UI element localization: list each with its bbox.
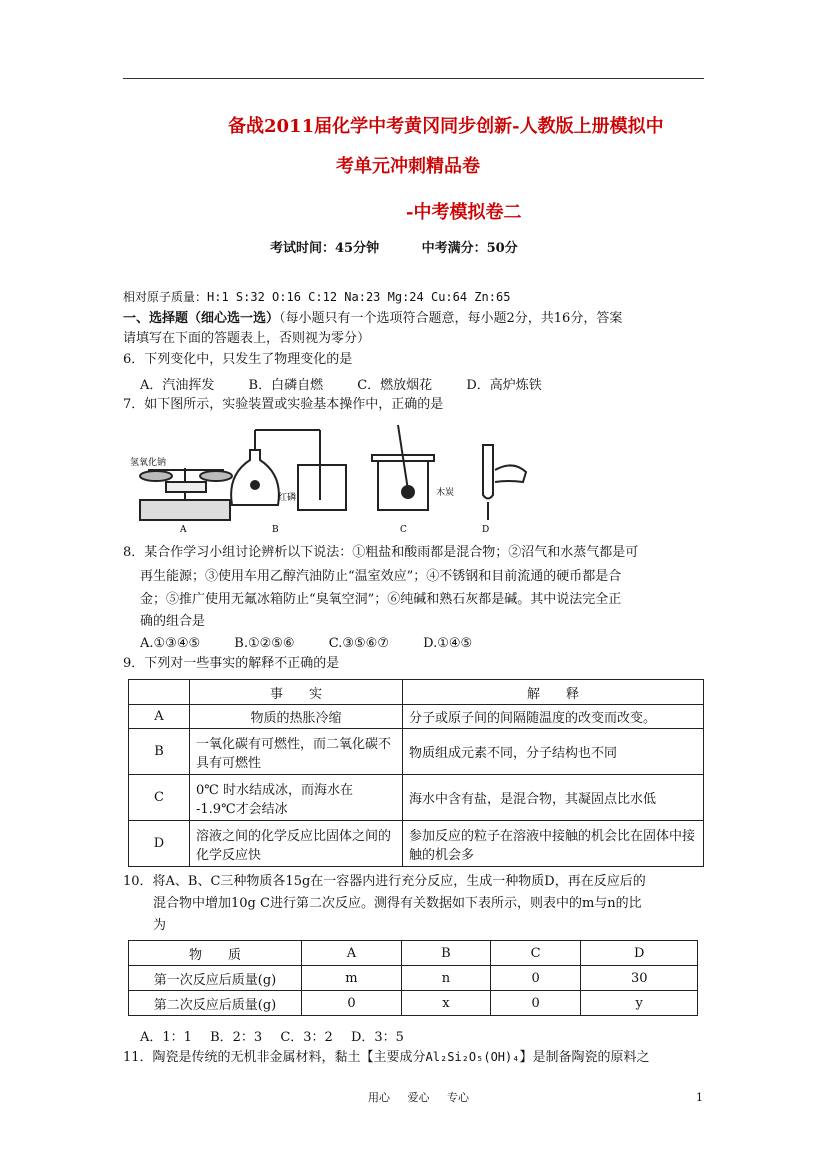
q7-stem: 7．如下图所示，实验装置或实验基本操作中，正确的是 bbox=[123, 397, 444, 412]
q11-text-before: 11．陶瓷是传统的无机非金属材料，黏土【主要成分 bbox=[123, 1050, 426, 1065]
q9-table bbox=[128, 679, 704, 867]
table-cell: 分子或原子间的间隔随温度的改变而改变。 bbox=[403, 705, 704, 729]
q10-option-b: B．2：3 bbox=[210, 1030, 263, 1045]
table-cell: B bbox=[129, 729, 190, 775]
table-cell: C bbox=[129, 775, 190, 821]
q10-line-2: 混合物中增加10g C进行第二次反应。测得有关数据如下表所示，则表中的m与n的比 bbox=[153, 896, 642, 911]
table-row bbox=[129, 705, 704, 729]
q8-option-b: B.①②⑤⑥ bbox=[234, 636, 295, 651]
table-header-cell: 事 实 bbox=[190, 680, 403, 705]
section1-instructions: （每小题只有一个选项符合题意，每小题2分，共16分，答案 bbox=[279, 311, 623, 326]
table-cell: 参加反应的粒子在溶液中接触的机会比在固体中接触的机会多 bbox=[403, 821, 704, 867]
table-header-cell: 物 质 bbox=[129, 941, 302, 966]
label-a: A bbox=[180, 525, 187, 535]
table-cell: 第二次反应后质量(g) bbox=[129, 991, 302, 1016]
q8-option-d: D.①④⑤ bbox=[423, 636, 473, 651]
table-header-cell bbox=[129, 680, 190, 705]
atomic-mass: 相对原子质量：H:1 S:32 O:16 C:12 Na:23 Mg:24 Cu:64 Zn:65 bbox=[123, 290, 511, 304]
table-header-cell: A bbox=[302, 941, 402, 966]
section1-heading bbox=[123, 309, 622, 329]
title-line-1: 备战2011届化学中考黄冈同步创新-人教版上册模拟中 bbox=[228, 116, 664, 137]
q6-option-a: A．汽油挥发 bbox=[140, 378, 215, 393]
q10-option-d: D．3：5 bbox=[350, 1030, 404, 1045]
q6-option-d: D．高炉炼铁 bbox=[466, 378, 542, 393]
table-header-cell: D bbox=[581, 941, 698, 966]
table-cell: 0℃ 时水结成冰，而海水在 -1.9℃才会结冰 bbox=[190, 775, 403, 821]
label-b: B bbox=[272, 525, 279, 535]
q6-stem: 6．下列变化中，只发生了物理变化的是 bbox=[123, 352, 353, 367]
q8-line-1: 8．某合作学习小组讨论辨析以下说法：①粗盐和酸雨都是混合物；②沼气和水蒸气都是可 bbox=[123, 545, 639, 560]
table-cell: m bbox=[302, 966, 402, 991]
header-rule bbox=[123, 78, 704, 79]
table-header-cell: 解 释 bbox=[403, 680, 704, 705]
table-cell: 30 bbox=[581, 966, 698, 991]
label-d: D bbox=[482, 525, 490, 535]
balance-apparatus bbox=[140, 468, 232, 520]
q8-line-2: 再生能源；③使用车用乙醇汽油防止“温室效应”；④不锈钢和目前流通的硬币都是合 bbox=[140, 569, 622, 584]
table-header-cell: C bbox=[490, 941, 581, 966]
q8-options bbox=[140, 636, 502, 651]
page-number: 1 bbox=[696, 1091, 703, 1104]
label-charcoal: 木炭 bbox=[436, 488, 455, 498]
q11-formula: Al₂Si₂O₅(OH)₄ bbox=[425, 1050, 520, 1064]
q8-line-4: 确的组合是 bbox=[140, 614, 206, 629]
table-cell: 0 bbox=[302, 991, 402, 1016]
footer-item: 专心 bbox=[447, 1091, 469, 1104]
table-header-row bbox=[129, 680, 704, 705]
q9-stem: 9．下列对一些事实的解释不正确的是 bbox=[123, 656, 340, 671]
q6-options bbox=[140, 374, 572, 393]
q8-line-3: 金；⑤推广使用无氟冰箱防止“臭氧空洞”；⑥纯碱和熟石灰都是碱。其中说法完全正 bbox=[140, 592, 622, 607]
table-cell: A bbox=[129, 705, 190, 729]
title-line-3: -中考模拟卷二 bbox=[406, 202, 522, 223]
label-red-p: 红磷 bbox=[278, 493, 297, 503]
q11-line-1 bbox=[123, 1047, 649, 1068]
label-naoh: 氢氧化钠 bbox=[130, 458, 167, 468]
q10-line-1: 10．将A、B、C三种物质各15g在一容器内进行充分反应，生成一种物质D，再在反应后的 bbox=[123, 874, 646, 889]
exam-time: 考试时间：45分钟 bbox=[270, 241, 380, 256]
table-row bbox=[129, 966, 698, 991]
table-cell: x bbox=[401, 991, 490, 1016]
q10-option-c: C．3：2 bbox=[280, 1030, 333, 1045]
table-row bbox=[129, 991, 698, 1016]
footer-item: 用心 bbox=[368, 1091, 390, 1104]
test-tube-apparatus bbox=[483, 445, 526, 520]
table-header-cell: B bbox=[401, 941, 490, 966]
table-cell: D bbox=[129, 821, 190, 867]
table-cell: 第一次反应后质量(g) bbox=[129, 966, 302, 991]
footer-item: 爱心 bbox=[407, 1091, 430, 1104]
table-cell: 物质组成元素不同，分子结构也不同 bbox=[403, 729, 704, 775]
table-cell: 0 bbox=[490, 991, 581, 1016]
table-cell: 溶液之间的化学反应比固体之间的化学反应快 bbox=[190, 821, 403, 867]
q8-option-a: A.①③④⑤ bbox=[140, 636, 201, 651]
q10-option-a: A．1：1 bbox=[140, 1030, 192, 1045]
table-cell: 0 bbox=[490, 966, 581, 991]
table-row bbox=[129, 821, 704, 867]
q10-line-3: 为 bbox=[153, 918, 167, 933]
table-cell: 海水中含有盐，是混合物，其凝固点比水低 bbox=[403, 775, 704, 821]
table-row bbox=[129, 729, 704, 775]
charcoal-apparatus bbox=[372, 425, 434, 510]
q6-option-c: C．燃放烟花 bbox=[357, 378, 433, 393]
table-cell: y bbox=[581, 991, 698, 1016]
title-line-2: 考单元冲刺精品卷 bbox=[336, 156, 480, 177]
q6-option-b: B．白磷自燃 bbox=[248, 378, 324, 393]
table-cell: n bbox=[401, 966, 490, 991]
section1-title: 一、选择题（细心选一选） bbox=[123, 311, 280, 326]
table-header-row bbox=[129, 941, 698, 966]
section1-heading-line2: 请填写在下面的答题表上，否则视为零分） bbox=[123, 331, 371, 346]
label-c: C bbox=[400, 525, 407, 535]
page-footer bbox=[368, 1089, 483, 1105]
table-row bbox=[129, 775, 704, 821]
q7-apparatus-figure bbox=[128, 420, 538, 535]
q10-options bbox=[140, 1026, 434, 1045]
exam-info bbox=[270, 237, 556, 256]
table-cell: 物质的热胀冷缩 bbox=[190, 705, 403, 729]
q8-option-c: C.③⑤⑥⑦ bbox=[328, 636, 389, 651]
exam-score: 中考满分：50分 bbox=[421, 241, 518, 256]
q11-text-after: 】是制备陶瓷的原料之 bbox=[519, 1050, 650, 1065]
q10-table bbox=[128, 940, 698, 1016]
table-cell: 一氧化碳有可燃性，而二氧化碳不具有可燃性 bbox=[190, 729, 403, 775]
